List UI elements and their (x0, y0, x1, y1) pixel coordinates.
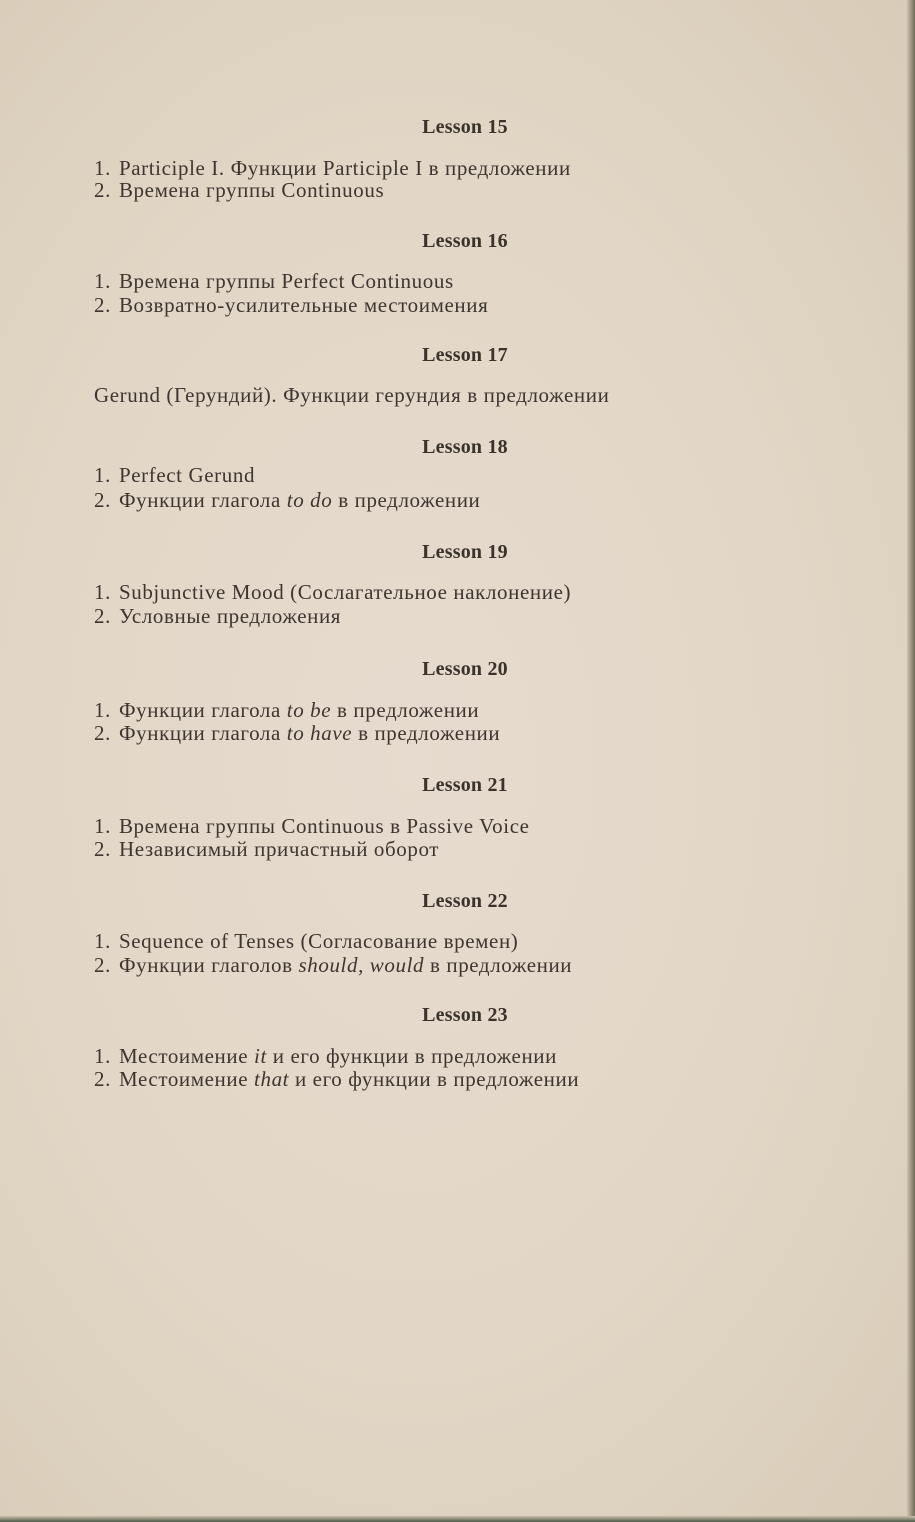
lesson-21-item-1 (94, 814, 530, 839)
lesson-21-item-2 (94, 837, 439, 862)
lesson-16-title: Lesson 16 (422, 230, 508, 252)
item-number: 2. (94, 953, 111, 977)
item-text: Времена группы Continuous в Passive Voice (118, 814, 530, 838)
item-text: в предложении (337, 698, 480, 722)
item-italic-term: to do (286, 488, 333, 512)
lesson-18-title: Lesson 18 (422, 436, 508, 458)
item-text: Независимый причастный оборот (118, 837, 440, 861)
item-number: 1. (94, 156, 111, 180)
item-number: 2. (94, 293, 111, 317)
lesson-18-item-1 (94, 463, 255, 488)
item-italic-term: it (254, 1044, 267, 1068)
lesson-23-item-1 (94, 1044, 557, 1069)
lesson-16-item-1 (94, 269, 454, 294)
item-text: Sequence of Tenses (Согласование времен) (118, 929, 519, 953)
item-text: Возвратно-усилительные местоимения (118, 293, 489, 317)
lesson-20-item-2 (94, 721, 500, 746)
item-number: 1. (94, 269, 111, 293)
item-number: 1. (94, 463, 111, 487)
item-number: 2. (94, 1067, 111, 1091)
item-text: Функции глагола (118, 721, 281, 745)
lesson-19-title: Lesson 19 (422, 541, 508, 563)
lesson-22-title: Lesson 22 (422, 890, 508, 912)
item-italic-term: that (254, 1067, 290, 1091)
item-text: Perfect Gerund (118, 463, 256, 487)
item-text: Функции глагола (118, 698, 281, 722)
lesson-15-title: Lesson 15 (422, 116, 508, 138)
lesson-20-title: Lesson 20 (422, 658, 508, 680)
item-text: и его функции в предложении (294, 1067, 580, 1091)
item-number: 2. (94, 178, 111, 202)
item-text: Местоимение (118, 1067, 249, 1091)
item-text: Participle I. Функции Participle I в предложении (118, 156, 571, 180)
item-number: 1. (94, 929, 111, 953)
item-number: 2. (94, 488, 111, 512)
lesson-17-title: Lesson 17 (422, 344, 508, 366)
item-number: 1. (94, 580, 111, 604)
item-text: Subjunctive Mood (Сослагательное наклонение) (118, 580, 572, 604)
item-number: 1. (94, 814, 111, 838)
lesson-23-item-2 (94, 1067, 579, 1092)
item-text: Времена группы Perfect Continuous (118, 269, 454, 293)
item-number: 2. (94, 721, 111, 745)
item-text: Функции глаголов (118, 953, 293, 977)
lesson-22-item-1 (94, 929, 518, 954)
item-text: Условные предложения (118, 604, 342, 628)
item-text: в предложении (358, 721, 501, 745)
lesson-15-item-2 (94, 178, 384, 203)
item-italic-term: to have (286, 721, 353, 745)
item-text: Местоимение (118, 1044, 249, 1068)
lesson-19-item-1 (94, 580, 571, 605)
item-number: 1. (94, 1044, 111, 1068)
lesson-18-item-2 (94, 488, 480, 513)
page-edge-right (907, 0, 915, 1522)
item-text: в предложении (429, 953, 573, 977)
item-text: в предложении (338, 488, 481, 512)
item-text: и его функции в предложении (272, 1044, 557, 1068)
item-text: Времена группы Continuous (118, 178, 385, 202)
lesson-21-title: Lesson 21 (422, 774, 508, 796)
item-number: 2. (94, 604, 111, 628)
item-number: 2. (94, 837, 111, 861)
item-number: 1. (94, 698, 111, 722)
lesson-20-item-1 (94, 698, 479, 723)
lesson-16-item-2 (94, 293, 488, 318)
item-text: Функции глагола (118, 488, 281, 512)
lesson-19-item-2 (94, 604, 341, 629)
lesson-22-item-2 (94, 953, 572, 978)
lesson-17-item-1 (94, 383, 609, 408)
item-italic-term: to be (286, 698, 332, 722)
page-edge-bottom (0, 1516, 915, 1522)
item-text: Gerund (Герундий). Функции герундия в предложении (94, 383, 610, 407)
lesson-23-title: Lesson 23 (422, 1004, 508, 1026)
item-italic-term: should, would (298, 953, 425, 977)
